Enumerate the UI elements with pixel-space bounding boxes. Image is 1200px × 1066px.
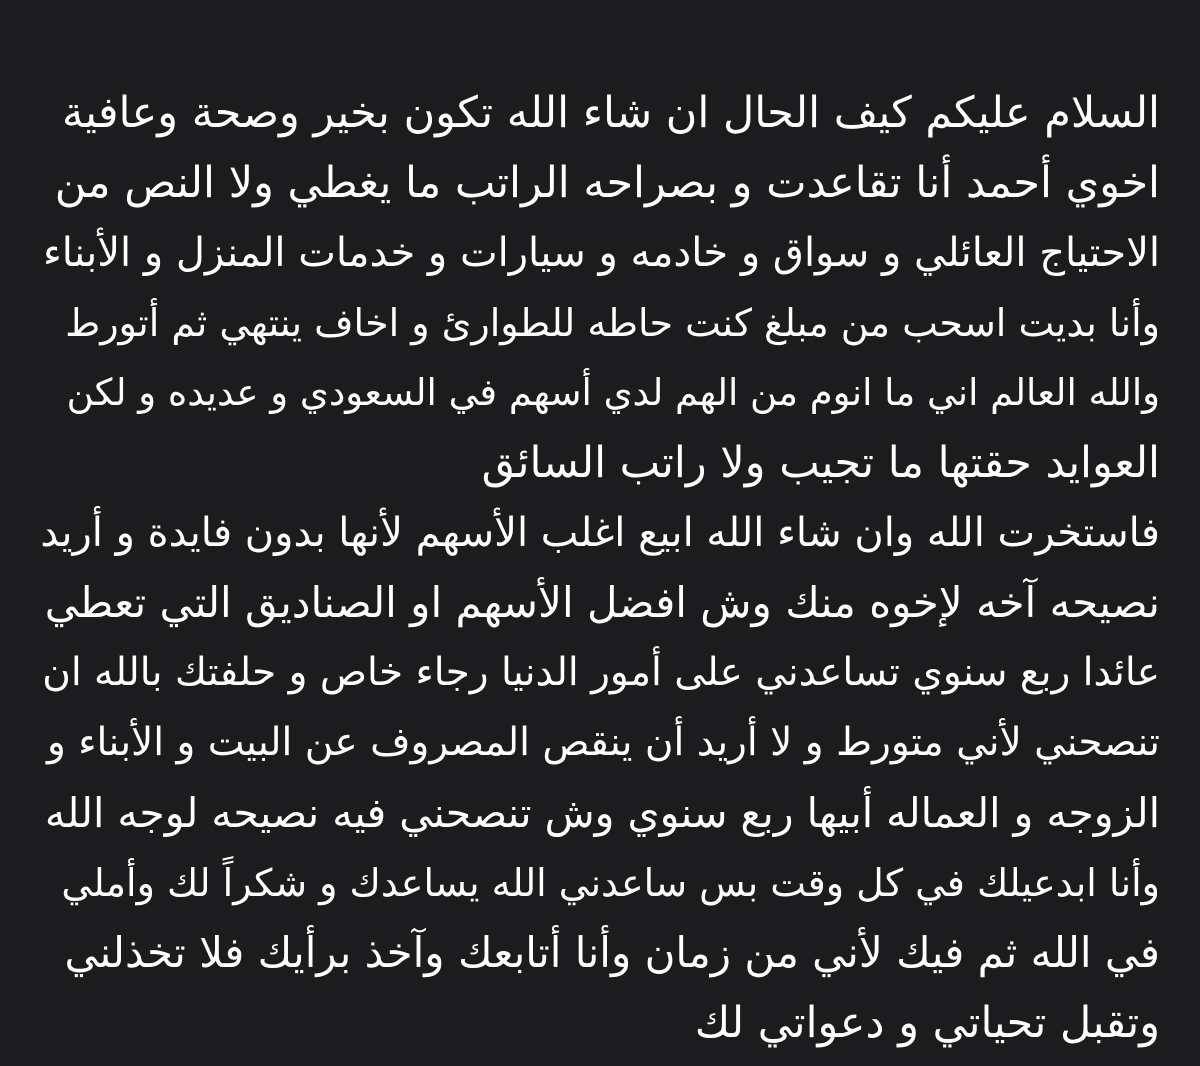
message-line: فاستخرت الله وان شاء الله ابيع اغلب الأسهم لأنها بدون فايدة و أريد bbox=[40, 510, 1160, 556]
message-line: السلام عليكم كيف الحال ان شاء الله تكون بخير وصحة وعافية bbox=[61, 88, 1160, 138]
message-body bbox=[40, 78, 1160, 1058]
message-line: اخوي أحمد أنا تقاعدت و بصراحه الراتب ما يغطي ولا النص من bbox=[54, 158, 1160, 208]
message-line: الاحتياج العائلي و سواق و خادمه و سيارات و خدمات المنزل و الأبناء bbox=[43, 230, 1160, 276]
message-line: الزوجه و العماله أبيها ربع سنوي وش تنصحني فيه نصيحه لوجه الله bbox=[44, 789, 1160, 837]
message-line: وأنا ابدعيلك في كل وقت بس ساعدني الله يساعدك و شكراً لك وأملي bbox=[61, 861, 1160, 905]
message-line: العوايد حقتها ما تجيب ولا راتب السائق bbox=[481, 438, 1160, 488]
message-line: نصيحه آخه لإخوه منك وش افضل الأسهم او الصناديق التي تعطي bbox=[44, 578, 1160, 627]
message-line: تنصحني لأني متورط و لا أريد أن ينقص المصروف عن البيت و الأبناء و bbox=[46, 720, 1160, 765]
message-line: وأنا بديت اسحب من مبلغ كنت حاطه للطوارئ و اخاف ينتهي ثم أتورط bbox=[65, 301, 1160, 345]
message-line: والله العالم اني ما انوم من الهم لدي أسهم في السعودي و عديده و لكن bbox=[66, 371, 1160, 414]
message-line: عائدا ربع سنوي تساعدني على أمور الدنيا رجاء خاص و حلفتك بالله ان bbox=[42, 650, 1160, 695]
message-line: في الله ثم فيك لأني من زمان وأنا أتابعك وآخذ برأيك فلا تخذلني bbox=[64, 928, 1160, 977]
message-line: وتقبل تحياتي و دعواتي لك bbox=[694, 998, 1160, 1048]
